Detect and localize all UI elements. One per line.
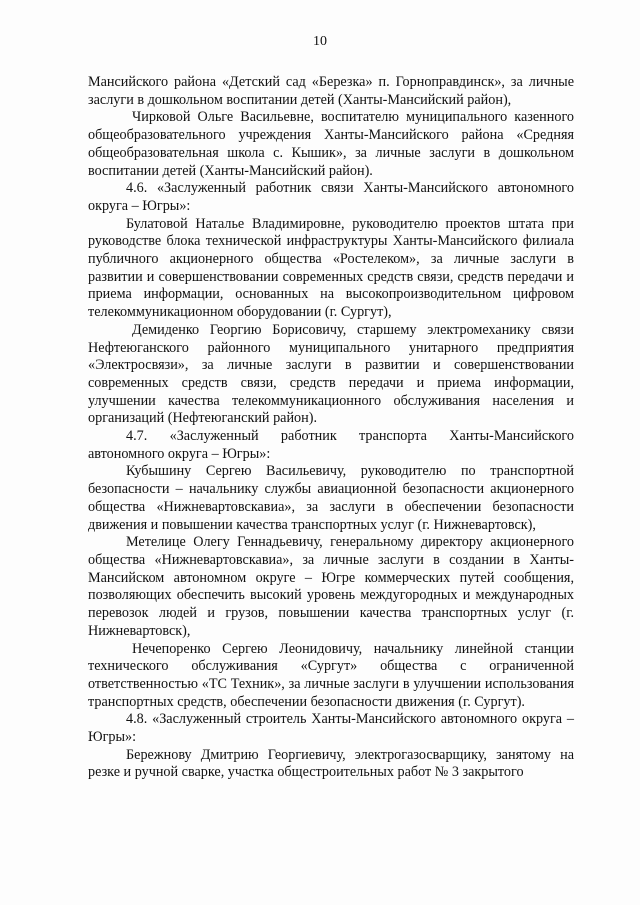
paragraph-award-recipient: Чирковой Ольге Васильевне, воспитателю муниципального казенного общеобразовательного учреждения Ханты-Мансийского района «Средняя общеобразовательная школа с. Кышик», за личные заслуги в дошкольном воспитании детей (Ханты-Мансийский район). — [88, 109, 574, 179]
paragraph-award-recipient: Кубышину Сергею Васильевичу, руководителю по транспортной безопасности – начальнику службы авиационной безопасности акционерного общества «Нижневартовскавиа», за заслуги в обеспечении безопасности движения и повышении качества транспортных услуг (г. Нижневартовск), — [88, 463, 574, 533]
paragraph-award-recipient: Бережнову Дмитрию Георгиевичу, электрогазосварщику, занятому на резке и ручной сварке, участка общестроительных работ № 3 закрытого — [88, 746, 574, 781]
paragraph-award-section-heading: 4.6. «Заслуженный работник связи Ханты-Мансийского автономного округа – Югры»: — [88, 180, 574, 214]
paragraph-continuation: Мансийского района «Детский сад «Березка» п. Горноправдинск», за личные заслуги в дошкольном воспитании детей (Ханты-Мансийский район), — [88, 74, 574, 108]
page-number: 10 — [313, 34, 327, 49]
paragraph-award-section-heading: 4.7. «Заслуженный работник транспорта Ханты-Мансийского автономного округа – Югры»: — [88, 428, 574, 462]
paragraph-award-section-heading: 4.8. «Заслуженный строитель Ханты-Мансийского автономного округа – Югры»: — [88, 711, 574, 746]
paragraph-award-recipient: Булатовой Наталье Владимировне, руководителю проектов штата при руководстве блока технической инфраструктуры Ханты-Мансийского филиала публичного акционерного общества «Ростелеком», за личные заслуги в развитии и совершенствовании современных средств связи, средств передачи и приема информации, основанных на высокопроизводительном цифровом телекоммуникационном оборудовании (г. Сургут), — [88, 215, 574, 321]
paragraph-award-recipient: Нечепоренко Сергею Леонидовичу, начальнику линейной станции технического обслуживания «Сургут» общества с ограниченной ответственностью «ТС Техник», за личные заслуги в улучшении использования транспортных средств, обеспечении безопасности движения (г. Сургут). — [88, 640, 574, 710]
paragraph-award-recipient: Демиденко Георгию Борисовичу, старшему электромеханику связи Нефтеюганского районного муниципального унитарного предприятия «Электросвязи», за личные заслуги в развитии и совершенствовании современных средств связи, средств передачи и приема информации, улучшении качества телекоммуникационного обслуживания населения и организаций (Нефтеюганский район). — [88, 321, 574, 427]
paragraph-award-recipient: Метелице Олегу Геннадьевичу, генеральному директору акционерного общества «Нижневартовскавиа», за личные заслуги в создании в Ханты-Мансийском автономном округе – Югре коммерческих путей сообщения, позволяющих обеспечить высокий уровень междугородных и международных перевозок людей и грузов, повышении качества транспортных услуг (г. Нижневартовск), — [88, 534, 574, 639]
document-body — [88, 74, 574, 782]
